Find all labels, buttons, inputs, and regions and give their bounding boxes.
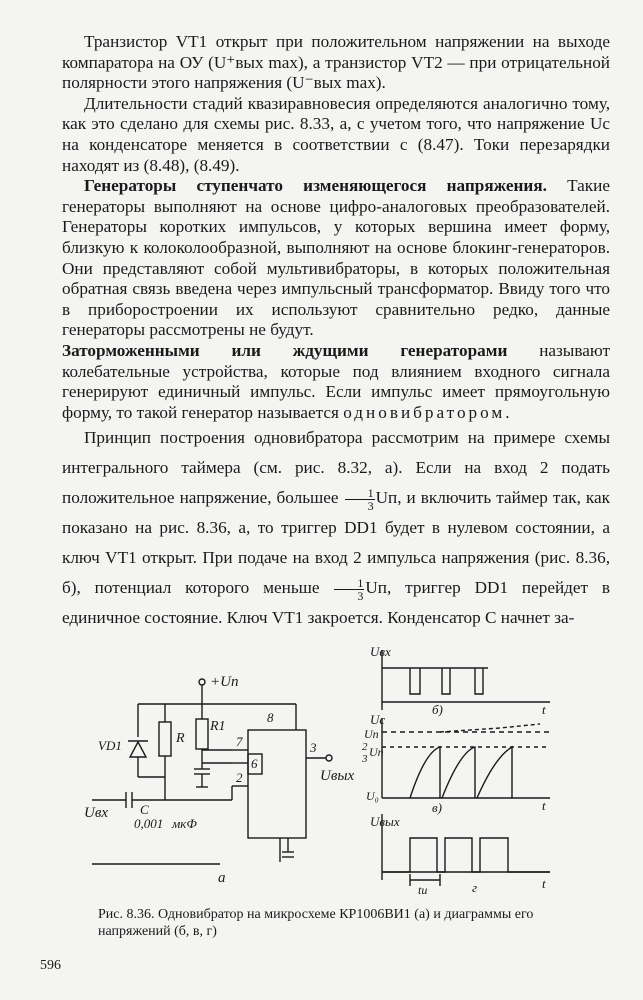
paragraph-5-c: Uп, триггер DD1 перейдет в единичное состояние. Ключ VT1 закроется. Конденсатор C начнет за-	[62, 578, 611, 628]
pin2-label: 2	[236, 770, 243, 785]
timer-ic	[248, 730, 306, 838]
paragraph-2: Длительности стадий квазиравновесия определяются аналогично тому, как это сделано для схемы рис. 8.33, а, с учетом того, что напряжение Uс на конденсаторе меняется в соответствии с (8.47). Токи перезарядки находят из (8.48), (8.49).	[62, 93, 610, 175]
v-u0-label: U₀	[366, 789, 379, 803]
fraction-one-third	[345, 487, 375, 512]
paragraph-4-text: называют колебательные устройства, которые под влиянием входного сигнала генерируют единичный импульс. Если импульс имеет прямоугольную форму, то такой генератор называется	[62, 340, 610, 422]
paragraph-5	[62, 423, 610, 633]
supply-terminal	[199, 679, 205, 685]
output-label: Uвых	[320, 768, 355, 784]
v-frac-u: Uп	[369, 745, 384, 759]
fraction-den: 3	[367, 498, 374, 513]
paragraph-1: Транзистор VT1 открыт при положительном напряжении на выходе компаратора на ОУ (U⁺вых max), а транзистор VT2 — при отрицательной полярности этого напряжения (U⁻вых max).	[62, 32, 610, 93]
v-un-label: Uп	[364, 727, 379, 741]
supply-label: +Uп	[210, 674, 239, 690]
paragraph-4	[62, 341, 610, 423]
paragraph-3-text: Такие генераторы выполняют на основе цифро-аналоговых преобразователей. Генераторы коротких импульсов, у которых вершина имеет форму, близкую к колоколообразной, выполняют на основе блокинг-генераторов. Они представляют собой мультивибраторы, в которых положительная обратная связь введена через импульсный трансформатор. Ввиду того что в приборостроении их используют сравнительно редко, данные генераторы рассмотрены не будут.	[62, 176, 610, 340]
v-t-label: t	[542, 798, 546, 813]
vd1-label: VD1	[98, 738, 122, 753]
paragraph-3-heading: Генераторы ступенчато изменяющегося напряжения.	[84, 176, 547, 196]
fraction-num: 1	[345, 487, 375, 500]
pin3-label: 3	[310, 740, 317, 755]
pin6-label: 6	[251, 756, 258, 771]
circuit-letter-a: а	[218, 870, 226, 886]
c-label: C	[140, 802, 149, 817]
g-t-label: t	[542, 876, 546, 891]
output-terminal	[326, 755, 332, 761]
pin8-label: 8	[267, 710, 274, 725]
body-text	[62, 32, 610, 633]
input-label: Uвх	[84, 805, 109, 821]
r-label: R	[176, 731, 185, 746]
r1-label: R1	[210, 719, 226, 734]
fraction-one-third-2	[334, 577, 364, 602]
resistor-r	[159, 722, 171, 756]
paragraph-3	[62, 176, 610, 341]
figure-8-36	[80, 642, 570, 900]
v-frac-den: 3	[362, 753, 368, 765]
b-label: б)	[432, 702, 443, 717]
page-number: 596	[40, 958, 61, 973]
paragraph-4-term: одновибратором	[343, 402, 506, 422]
paragraph-5-a: Принцип построения одновибратора рассмотрим на примере схемы интегрального таймера (см. рис. 8.32, а). Если на вход 2 подать положительное напряжение, большее	[62, 428, 610, 508]
c-unit-label: мкФ	[172, 816, 197, 831]
g-tu-label: tи	[418, 883, 428, 897]
paragraph-4-heading: Заторможенными или ждущими генераторами	[62, 340, 508, 360]
v-ylabel: Uс	[370, 712, 386, 727]
b-ylabel: Uвх	[370, 644, 391, 659]
g-ylabel: Uвых	[370, 814, 400, 829]
fraction-num-2: 1	[334, 577, 364, 590]
b-t-label: t	[542, 702, 546, 717]
v-label: в)	[432, 800, 442, 815]
diode-vd1	[130, 742, 146, 757]
g-label: г	[472, 880, 478, 895]
resistor-r1	[196, 719, 208, 749]
paragraph-5-b: Uп, и включить таймер так, как показано на рис. 8.36, а, то триггер DD1 будет в нулевом состоянии, а ключ VT1 открыт. При подаче на вход 2 импульса напряжения (рис. 8.36, б), потенциал которого меньше	[62, 488, 610, 598]
c-value-label: 0,001	[134, 816, 164, 831]
pin7-label: 7	[236, 734, 243, 749]
figure-caption: Рис. 8.36. Одновибратор на микросхеме КР1006ВИ1 (а) и диаграммы его напряжений (б, в, г)	[98, 907, 534, 939]
paragraph-4-end: .	[505, 402, 510, 422]
v-frac-num: 2	[362, 741, 368, 753]
fraction-den-2: 3	[357, 588, 364, 603]
